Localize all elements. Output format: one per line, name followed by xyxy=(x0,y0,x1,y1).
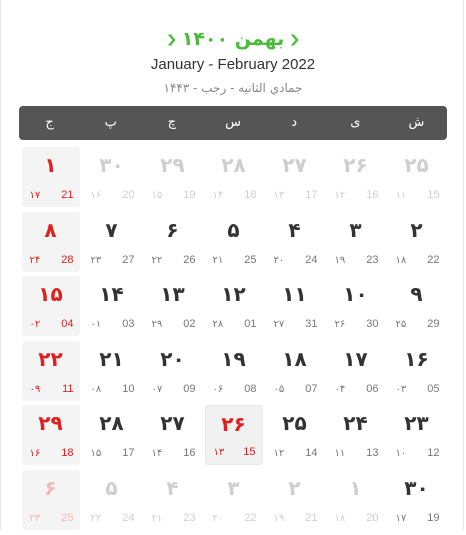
day-cell[interactable] xyxy=(266,341,324,401)
gregorian-day-number: 16 xyxy=(183,447,196,460)
persian-day-number: ۲۱ xyxy=(99,346,124,371)
gregorian-day-number: 31 xyxy=(305,318,318,331)
weekday-label: ج xyxy=(45,115,54,130)
hijri-day-number: ۲۹ xyxy=(151,319,163,331)
gregorian-day-number: 30 xyxy=(366,318,379,331)
day-cell[interactable] xyxy=(327,405,385,465)
weekday-label: چ xyxy=(167,115,177,130)
gregorian-day-number: 08 xyxy=(244,382,257,395)
persian-day-number: ۵ xyxy=(227,217,240,242)
day-cell[interactable] xyxy=(327,341,385,401)
persian-day-number: ۶ xyxy=(44,475,57,500)
day-cell[interactable] xyxy=(388,212,446,272)
gregorian-day-number: 07 xyxy=(305,382,318,395)
gregorian-day-number: 03 xyxy=(122,318,135,331)
gregorian-day-number: 21 xyxy=(305,511,318,524)
persian-day-number: ۱۷ xyxy=(343,346,368,371)
gregorian-day-number: 14 xyxy=(305,447,318,460)
hijri-day-number: ۰۱ xyxy=(90,319,102,331)
weekday-label: پ xyxy=(104,115,117,130)
calendar-grid xyxy=(19,147,447,535)
gregorian-day-number: 17 xyxy=(122,447,135,460)
weekday-label: د xyxy=(291,115,298,130)
day-cell[interactable] xyxy=(327,276,385,336)
hijri-day-number: ۱۹ xyxy=(273,512,285,524)
hijri-day-number: ۱۶ xyxy=(90,190,102,201)
day-cell[interactable] xyxy=(205,276,263,336)
day-cell[interactable] xyxy=(327,147,385,207)
hijri-day-number: ۲۸ xyxy=(212,319,224,331)
gregorian-day-number: 25 xyxy=(61,511,74,524)
persian-day-number: ۱۳ xyxy=(160,282,185,307)
day-cell[interactable] xyxy=(83,341,141,401)
hijri-day-number: ۲۱ xyxy=(212,254,224,266)
hijri-day-number: ۱۴ xyxy=(151,448,163,460)
hijri-day-number: ۱۸ xyxy=(334,512,346,524)
day-cell[interactable] xyxy=(327,212,385,272)
gregorian-day-number: 27 xyxy=(122,253,135,266)
hijri-day-number: ۱۵ xyxy=(90,448,102,460)
persian-day-number: ۲۵ xyxy=(282,411,307,436)
gregorian-day-number: 17 xyxy=(305,189,318,201)
gregorian-day-number: 22 xyxy=(244,511,257,524)
day-cell-today[interactable] xyxy=(205,405,263,465)
persian-day-number: ۳۰ xyxy=(99,153,124,177)
hijri-day-number: ۱۷ xyxy=(395,512,407,524)
persian-day-number: ۲ xyxy=(288,475,301,500)
week-row xyxy=(19,405,447,465)
persian-day-number: ۹ xyxy=(410,282,423,307)
gregorian-day-number: 24 xyxy=(122,511,135,524)
hijri-day-number: ۲۷ xyxy=(273,319,285,331)
day-cell[interactable] xyxy=(22,341,80,401)
persian-day-number: ۱۸ xyxy=(282,346,307,371)
persian-day-number: ۱۶ xyxy=(404,346,429,371)
hijri-day-number: ۱۸ xyxy=(395,254,407,266)
hijri-day-number: ۱۲ xyxy=(273,448,285,460)
day-cell[interactable] xyxy=(388,276,446,336)
hijri-day-number: ۲۰ xyxy=(212,512,224,524)
persian-month-title: بهمن ۱۴۰۰ xyxy=(181,28,285,50)
day-cell[interactable] xyxy=(266,147,324,207)
persian-day-number: ۲ xyxy=(410,217,423,242)
gregorian-day-number: 04 xyxy=(61,318,74,331)
chevron-down-icon[interactable]: ❯ xyxy=(288,32,301,46)
persian-day-number: ۲۰ xyxy=(160,346,185,371)
day-cell[interactable] xyxy=(144,341,202,401)
hijri-day-number: ۲۴ xyxy=(29,254,41,266)
hijri-day-number: ۰۹ xyxy=(29,383,41,395)
hijri-day-number: ۲۶ xyxy=(334,319,346,331)
persian-day-number: ۱۰ xyxy=(343,282,368,307)
hijri-day-number: ۰۵ xyxy=(273,383,285,395)
persian-day-number: ۲۸ xyxy=(221,153,246,177)
persian-day-number: ۲۸ xyxy=(99,411,124,436)
gregorian-day-number: 16 xyxy=(366,189,379,201)
day-cell[interactable] xyxy=(83,276,141,336)
persian-day-number: ۲۹ xyxy=(160,153,185,177)
persian-day-number: ۲۴ xyxy=(343,411,368,436)
persian-day-number: ۷ xyxy=(105,217,118,242)
persian-day-number: ۲۹ xyxy=(38,411,63,436)
persian-day-number: ۴ xyxy=(288,217,301,242)
day-cell[interactable] xyxy=(388,147,446,207)
hijri-day-number: ۲۳ xyxy=(29,512,41,524)
hijri-day-number: ۱۳ xyxy=(273,190,285,201)
gregorian-day-number: 18 xyxy=(61,447,74,460)
day-cell[interactable] xyxy=(266,212,324,272)
gregorian-day-number: 13 xyxy=(366,447,379,460)
hijri-day-number: ۱۹ xyxy=(334,254,346,266)
gregorian-day-number: 19 xyxy=(183,189,196,201)
persian-day-number: ۲۲ xyxy=(38,346,63,371)
hijri-day-number: ۱۶ xyxy=(29,448,41,460)
day-cell[interactable] xyxy=(327,470,385,530)
day-cell[interactable] xyxy=(388,405,446,465)
day-cell[interactable] xyxy=(83,147,141,207)
hijri-day-number: ۰۳ xyxy=(395,383,407,395)
hijri-day-number: ۱۱ xyxy=(395,190,407,201)
persian-day-number: ۲۷ xyxy=(282,153,307,177)
day-cell[interactable] xyxy=(144,212,202,272)
weekday-label: ی xyxy=(350,115,361,130)
week-row xyxy=(19,212,447,272)
day-cell[interactable] xyxy=(205,212,263,272)
gregorian-day-number: 05 xyxy=(427,382,440,395)
persian-day-number: ۶ xyxy=(166,217,179,242)
gregorian-day-number: 28 xyxy=(61,253,74,266)
calendar-header xyxy=(0,26,466,98)
gregorian-day-number: 21 xyxy=(61,189,74,201)
day-cell[interactable] xyxy=(83,212,141,272)
hijri-day-number: ۱۴ xyxy=(212,190,224,201)
day-cell[interactable] xyxy=(22,276,80,336)
week-row xyxy=(19,470,447,530)
weekday-label: س xyxy=(225,115,241,130)
week-row xyxy=(19,276,447,336)
hijri-day-number: ۲۰ xyxy=(273,254,285,266)
day-cell[interactable] xyxy=(22,405,80,465)
gregorian-day-number: 06 xyxy=(366,382,379,395)
gregorian-day-number: 01 xyxy=(244,318,257,331)
day-cell[interactable] xyxy=(22,147,80,207)
gregorian-day-number: 23 xyxy=(366,253,379,266)
hijri-day-number: ۱۲ xyxy=(334,190,346,201)
gregorian-day-number: 12 xyxy=(427,447,440,460)
day-cell[interactable] xyxy=(205,341,263,401)
gregorian-day-number: 20 xyxy=(366,511,379,524)
gregorian-day-number: 09 xyxy=(183,382,196,395)
gregorian-day-number: 24 xyxy=(305,253,318,266)
day-cell[interactable] xyxy=(83,470,141,530)
persian-day-number: ۲۶ xyxy=(343,153,368,177)
persian-day-number: ۱ xyxy=(44,153,57,177)
gregorian-day-number: 15 xyxy=(243,446,256,459)
gregorian-day-number: 23 xyxy=(183,511,196,524)
hijri-day-number: ۲۱ xyxy=(151,512,163,524)
hijri-day-number: ۰۸ xyxy=(90,383,102,395)
hijri-day-number: ۰۴ xyxy=(334,383,346,395)
day-cell[interactable] xyxy=(266,276,324,336)
persian-day-number: ۳۰ xyxy=(404,475,429,500)
hijri-day-number: ۱۷ xyxy=(29,190,41,201)
gregorian-day-number: 15 xyxy=(427,189,440,201)
day-cell[interactable] xyxy=(22,470,80,530)
persian-day-number: ۲۶ xyxy=(221,412,246,437)
day-cell[interactable] xyxy=(266,470,324,530)
day-cell[interactable] xyxy=(144,470,202,530)
day-cell[interactable] xyxy=(266,405,324,465)
day-cell[interactable] xyxy=(205,147,263,207)
gregorian-day-number: 29 xyxy=(427,318,440,331)
day-cell[interactable] xyxy=(144,276,202,336)
day-cell[interactable] xyxy=(83,405,141,465)
persian-day-number: ۲۳ xyxy=(404,411,429,436)
persian-day-number: ۴ xyxy=(166,475,179,500)
gregorian-day-number: 25 xyxy=(244,253,257,266)
gregorian-day-number: 19 xyxy=(427,511,440,524)
persian-day-number: ۱۲ xyxy=(221,282,246,307)
persian-day-number: ۳ xyxy=(227,475,240,500)
gregorian-day-number: 02 xyxy=(183,318,196,331)
hijri-day-number: ۰۷ xyxy=(151,383,163,395)
week-row xyxy=(19,147,447,207)
gregorian-day-number: 22 xyxy=(427,253,440,266)
hijri-day-number: ۲۲ xyxy=(90,512,102,524)
hijri-day-number: ۱۵ xyxy=(151,190,163,201)
persian-day-number: ۸ xyxy=(44,217,57,242)
week-row xyxy=(19,341,447,401)
hijri-day-number: ۱۱ xyxy=(334,448,346,460)
day-cell[interactable] xyxy=(388,341,446,401)
day-cell[interactable] xyxy=(22,212,80,272)
weekday-label: ش xyxy=(408,115,425,130)
gregorian-day-number: 11 xyxy=(62,382,74,395)
hijri-day-number: ۰۲ xyxy=(29,319,41,331)
hijri-day-number: ۱۳ xyxy=(213,447,225,459)
weekday-header xyxy=(19,106,447,140)
day-cell[interactable] xyxy=(388,470,446,530)
hijri-day-number: ۲۲ xyxy=(151,254,163,266)
persian-day-number: ۱۴ xyxy=(99,282,124,307)
day-cell[interactable] xyxy=(144,147,202,207)
chevron-down-icon[interactable]: ❯ xyxy=(165,32,178,46)
persian-day-number: ۲۷ xyxy=(160,411,185,436)
gregorian-day-number: 26 xyxy=(183,253,196,266)
day-cell[interactable] xyxy=(144,405,202,465)
persian-day-number: ۱۱ xyxy=(282,282,307,307)
hijri-day-number: ۱۰ xyxy=(395,448,407,460)
persian-day-number: ۵ xyxy=(105,475,118,500)
hijri-day-number: ۰۶ xyxy=(212,383,224,395)
persian-day-number: ۳ xyxy=(349,217,362,242)
gregorian-month-title: January - February 2022 xyxy=(150,56,316,73)
gregorian-day-number: 18 xyxy=(244,189,257,201)
persian-day-number: ۱۵ xyxy=(38,282,63,307)
persian-day-number: ۲۵ xyxy=(404,153,429,177)
persian-month-selector[interactable] xyxy=(0,26,466,52)
gregorian-day-number: 20 xyxy=(122,189,135,201)
hijri-day-number: ۲۳ xyxy=(90,254,102,266)
persian-day-number: ۱ xyxy=(349,475,362,500)
hijri-month-title: جمادي الثانيه - رجب - ۱۴۴۳ xyxy=(163,81,303,95)
day-cell[interactable] xyxy=(205,470,263,530)
gregorian-day-number: 10 xyxy=(122,382,135,395)
hijri-day-number: ۲۵ xyxy=(395,319,407,331)
persian-day-number: ۱۹ xyxy=(221,346,246,371)
